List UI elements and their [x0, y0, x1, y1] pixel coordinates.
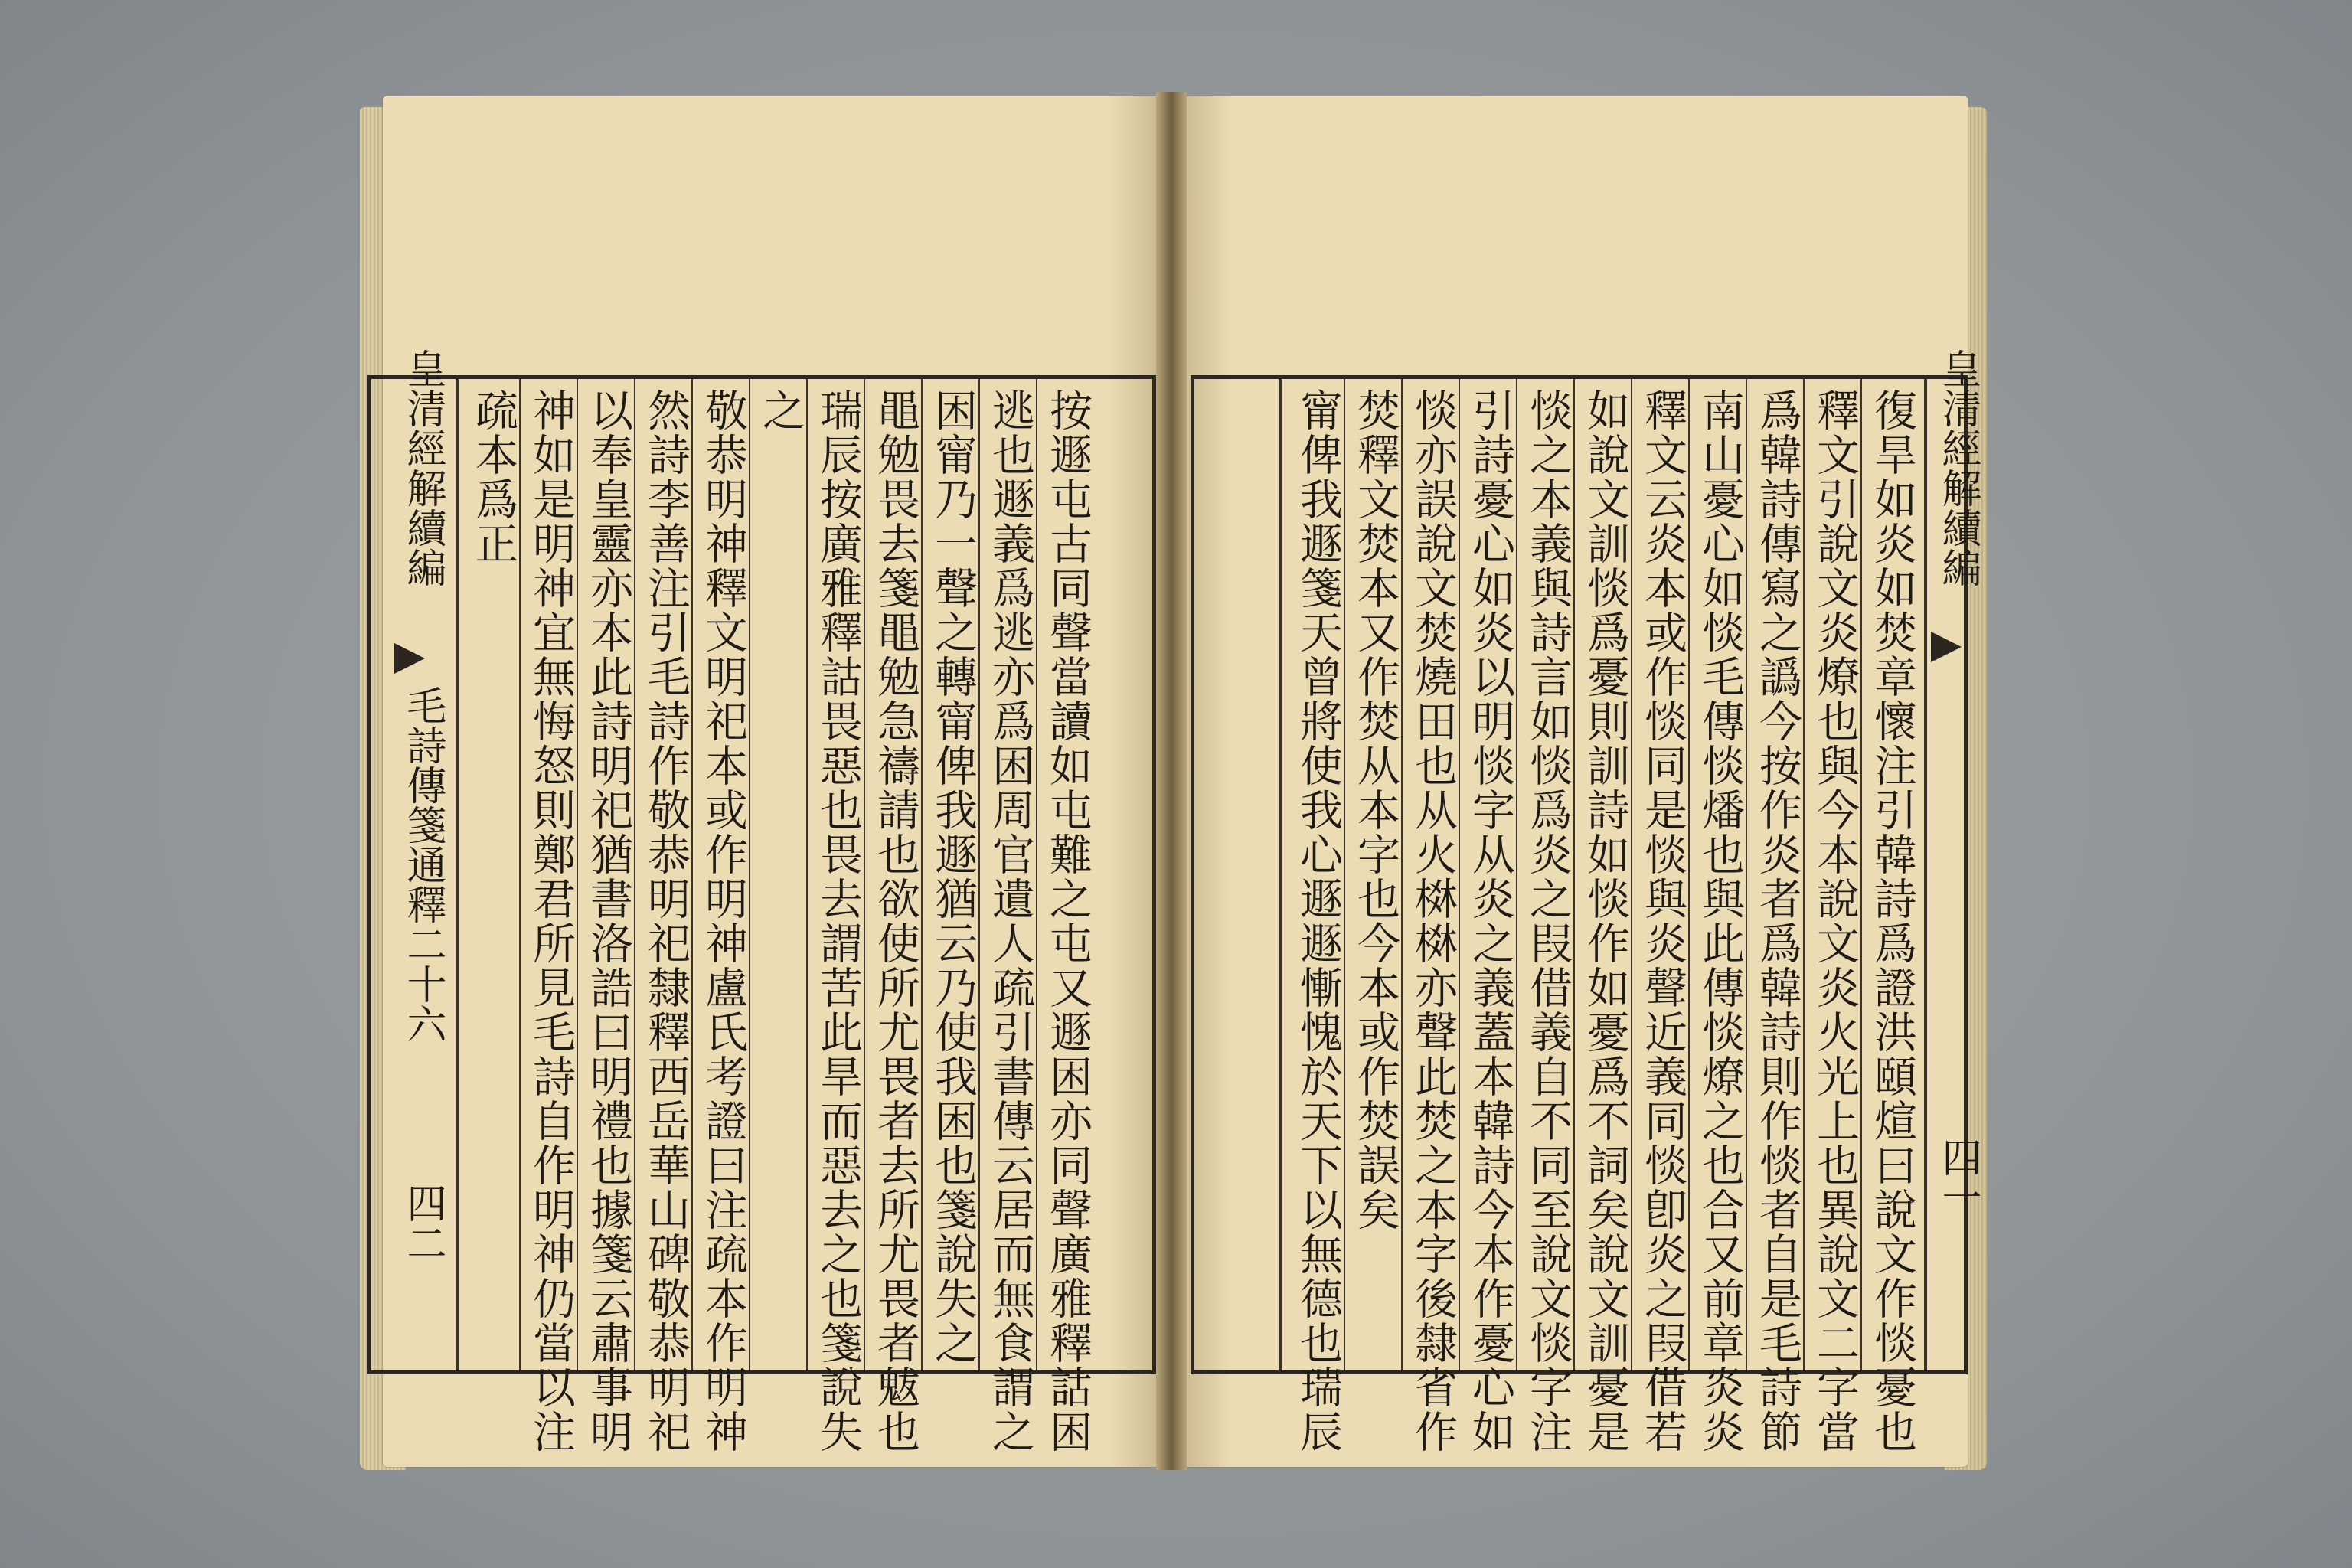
- text-column: 惔亦誤說文焚燒田也从火棥棥亦聲此焚之本字後隸省作: [1408, 388, 1458, 1454]
- margin-folio: 四一: [1935, 1137, 1981, 1217]
- text-column: 引詩憂心如炎以明惔字从炎之義蓋本韓詩今本作憂心如: [1465, 388, 1515, 1454]
- text-column: 按遯屯古同聲當讀如屯難之屯又遯困亦同聲廣雅釋詁困: [1043, 388, 1093, 1454]
- text-column: 甯俾我遯箋天曾將使我心遯遯慚愧於天下以無德也瑞辰: [1293, 388, 1343, 1454]
- text-column: 釋文云炎本或作惔同是惔與炎聲近義同惔卽炎之叚借若: [1638, 388, 1687, 1454]
- text-column: 之: [756, 388, 805, 433]
- text-column: 瑞辰按廣雅釋詁畏惡也畏去謂苦此旱而惡去之也箋說失: [813, 388, 863, 1454]
- text-column: 然詩李善注引毛詩作敬恭明祀隸釋西岳華山碑敬恭明祀: [641, 388, 691, 1454]
- text-column: 釋文引說文炎燎也與今本說文炎火光上也異說文二字當: [1810, 388, 1860, 1454]
- book-gutter: [1156, 92, 1187, 1470]
- margin-title: 皇清經解續編: [1935, 348, 1981, 587]
- text-column: 復旱如炎如焚章懷注引韓詩爲證洪頤煊曰說文作惔憂也: [1867, 388, 1917, 1454]
- text-column: 困甯乃一聲之轉甯俾我遯猶云乃使我困也箋說失之: [928, 388, 978, 1365]
- text-column: 爲韓詩傳寫之譌今按作炎者爲韓詩則作惔者自是毛詩節: [1753, 388, 1802, 1454]
- margin-subtitle: 毛詩傳箋通釋二十六: [400, 685, 446, 1044]
- margin-folio: 四二: [400, 1183, 446, 1263]
- text-column: 如說文訓惔爲憂則訓詩如惔作如憂爲不詞矣說文訓憂是: [1580, 388, 1630, 1454]
- fishtail-mark: [394, 643, 425, 674]
- text-column: 焚釋文焚本又作焚从本字也今本或作焚誤矣: [1351, 388, 1400, 1232]
- text-column: 敬恭明神釋文明祀本或作明神盧氏考證曰注疏本作明神: [698, 388, 748, 1454]
- margin-title: 皇清經解續編: [400, 348, 446, 587]
- text-column: 惔之本義與詩言如惔爲炎之叚借義自不同至說文惔字注: [1523, 388, 1573, 1454]
- left-text-frame: [368, 348, 1156, 1454]
- text-column: 神如是明神宜無悔怒則鄭君所見毛詩自作明神仍當以注: [526, 388, 576, 1454]
- text-column: 南山憂心如惔毛傳惔燔也與此傳惔燎之也合又前章炎炎: [1695, 388, 1745, 1454]
- text-column: 疏本爲正: [469, 388, 518, 566]
- text-column: 以奉皇靈亦本此詩明祀猶書洛誥曰明禮也據箋云肅事明: [583, 388, 633, 1454]
- text-column: 黽勉畏去箋黽勉急禱請也欲使所尤畏者去所尤畏者魃也: [871, 388, 920, 1454]
- text-column: 逃也遯義爲逃亦爲困周官遺人疏引書傳云居而無食謂之: [985, 388, 1035, 1454]
- right-text-frame: [1191, 348, 1981, 1454]
- fishtail-mark: [1931, 632, 1962, 662]
